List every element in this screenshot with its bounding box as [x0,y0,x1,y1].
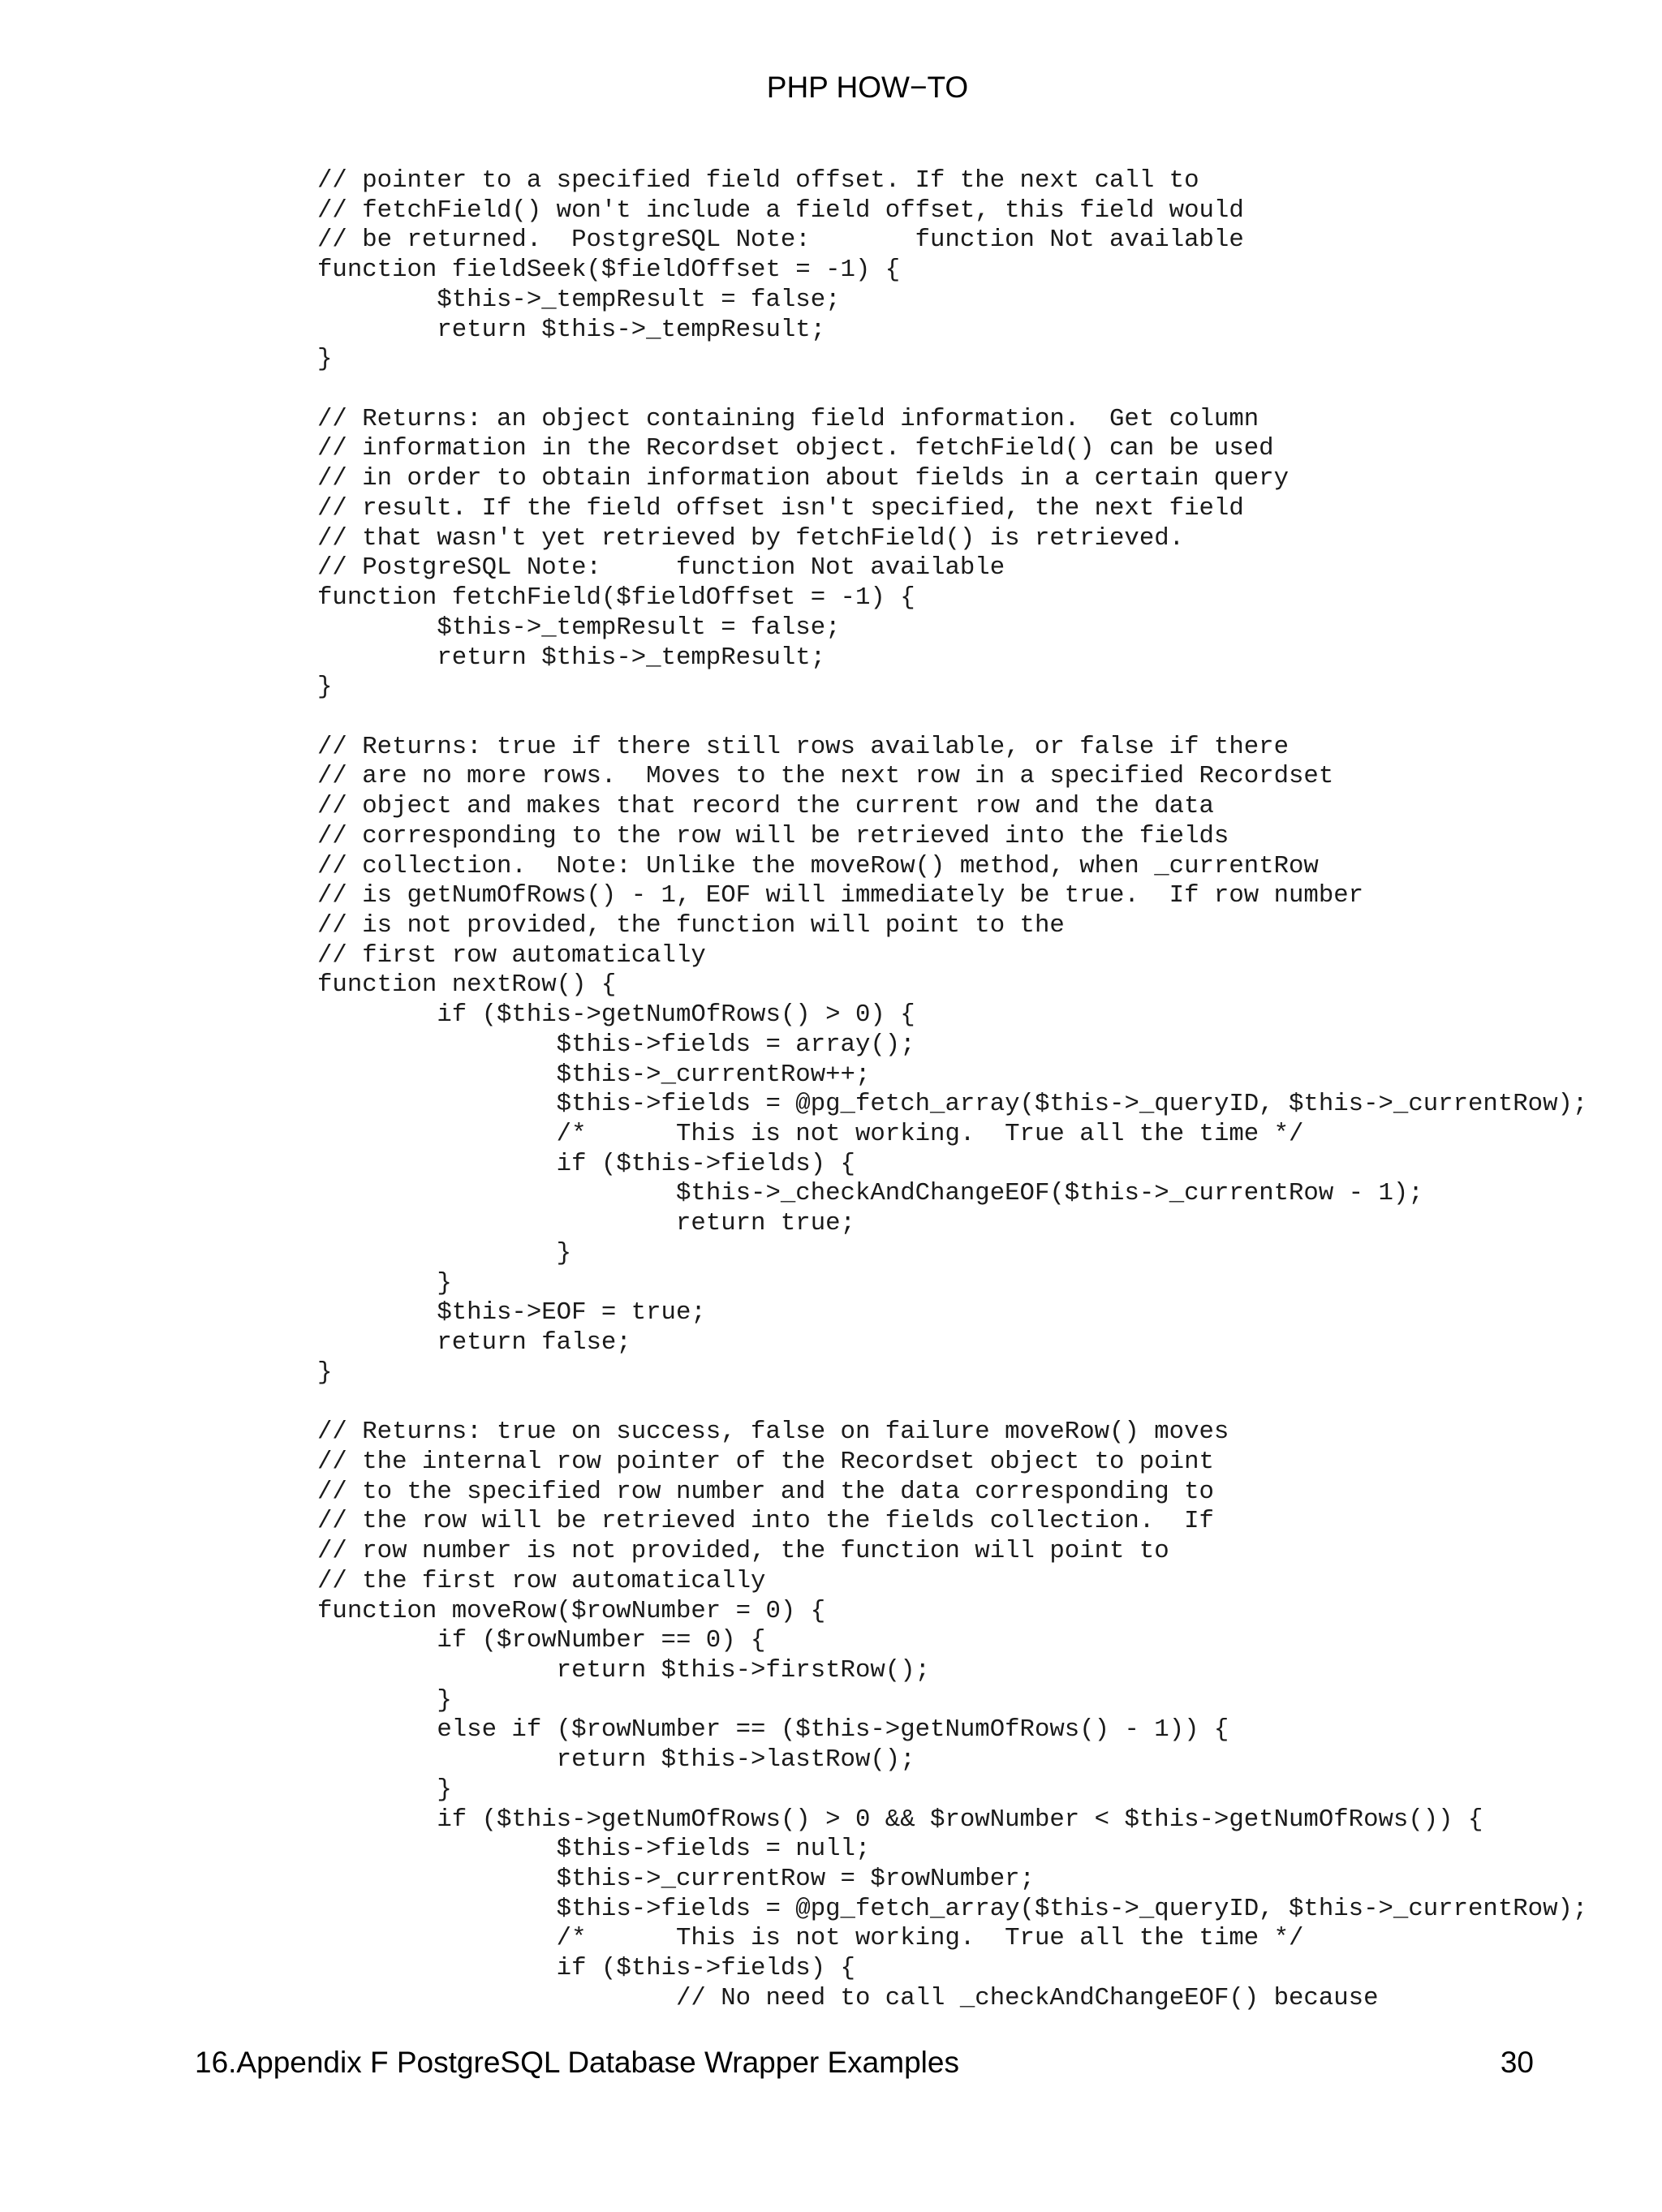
code-line: // PostgreSQL Note: function Not available [317,553,1005,583]
code-line: if ($this->fields) { [317,1954,855,1983]
code-line: } [317,673,333,702]
code-line: return $this->_tempResult; [317,643,826,672]
code-line: $this->fields = @pg_fetch_array($this->_queryID, $this->_currentRow); [317,1090,1588,1119]
code-line: // the internal row pointer of the Recordset object to point [317,1447,1214,1476]
code-line: $this->_checkAndChangeEOF($this->_currentRow - 1); [317,1179,1423,1208]
code-line: // Returns: true on success, false on failure moveRow() moves [317,1418,1229,1447]
code-line: if ($this->getNumOfRows() > 0) { [317,1001,915,1030]
code-line: // first row automatically [317,940,706,970]
code-line: $this->fields = @pg_fetch_array($this->_queryID, $this->_currentRow); [317,1894,1588,1923]
code-line [317,375,1587,405]
code-line: // row number is not provided, the function will point to [317,1537,1169,1566]
code-line: } [317,345,333,374]
code-line: /* This is not working. True all the time */ [317,1924,1304,1953]
code-line [317,703,1587,733]
code-line: return $this->lastRow(); [317,1745,915,1775]
code-line: } [317,1238,572,1267]
code-line: // are no more rows. Moves to the next row in a specified Recordset [317,762,1334,791]
code-line: $this->_currentRow = $rowNumber; [317,1864,1035,1893]
code-line: function fetchField($fieldOffset = -1) { [317,583,915,613]
code-line: // corresponding to the row will be retrieved into the fields [317,821,1229,850]
code-listing [317,166,1587,2014]
code-line: return false; [317,1328,631,1358]
code-line: // No need to call _checkAndChangeEOF() because [317,1983,1379,2012]
code-line: // that wasn't yet retrieved by fetchField() is retrieved. [317,523,1185,553]
code-line [317,1388,1587,1418]
code-line: else if ($rowNumber == ($this->getNumOfRows() - 1)) { [317,1715,1229,1745]
footer-section-title: 16.Appendix F PostgreSQL Database Wrapper Examples [195,2046,959,2079]
code-line: $this->EOF = true; [317,1298,706,1328]
code-line: } [317,1775,452,1804]
code-line: // is getNumOfRows() - 1, EOF will immediately be true. If row number [317,881,1364,910]
code-line: // information in the Recordset object. fetchField() can be used [317,434,1274,463]
code-line: // pointer to a specified field offset. If the next call to [317,166,1199,195]
code-line: // result. If the field offset isn't specified, the next field [317,493,1244,523]
code-line: } [317,1685,452,1715]
code-line: // Returns: true if there still rows available, or false if there [317,732,1290,761]
page-header [0,70,1662,105]
code-line: return $this->_tempResult; [317,315,826,344]
code-line: // to the specified row number and the data corresponding to [317,1477,1214,1506]
code-line: $this->_currentRow++; [317,1060,871,1089]
code-line: // object and makes that record the current row and the data [317,792,1214,821]
code-line: } [317,1268,452,1298]
code-line: return true; [317,1209,855,1238]
code-line: // the row will be retrieved into the fields collection. If [317,1507,1214,1536]
code-line: // in order to obtain information about fields in a certain query [317,464,1290,493]
code-line: function moveRow($rowNumber = 0) { [317,1596,826,1625]
code-line: $this->fields = array(); [317,1030,915,1059]
code-line: // collection. Note: Unlike the moveRow() method, when _currentRow [317,851,1319,880]
code-line: } [317,1358,333,1387]
code-line: // is not provided, the function will point to the [317,910,1065,940]
code-line: // be returned. PostgreSQL Note: function Not available [317,226,1244,255]
code-line: function fieldSeek($fieldOffset = -1) { [317,256,901,285]
code-line: // the first row automatically [317,1566,766,1595]
code-line: if ($this->fields) { [317,1149,855,1178]
code-line: if ($rowNumber == 0) { [317,1626,766,1655]
code-line: // fetchField() won't include a field offset, this field would [317,196,1244,225]
code-line: function nextRow() { [317,970,617,1000]
code-line: // Returns: an object containing field information. Get column [317,404,1259,433]
code-line: $this->_tempResult = false; [317,285,841,314]
code-line: $this->_tempResult = false; [317,613,841,642]
code-line: /* This is not working. True all the time */ [317,1120,1304,1148]
code-line: if ($this->getNumOfRows() > 0 && $rowNumber < $this->getNumOfRows()) { [317,1805,1483,1834]
code-line: return $this->firstRow(); [317,1655,931,1685]
footer-page-number: 30 [1500,2046,1534,2079]
code-line: $this->fields = null; [317,1835,871,1864]
page-header-title: PHP HOW−TO [766,71,969,104]
